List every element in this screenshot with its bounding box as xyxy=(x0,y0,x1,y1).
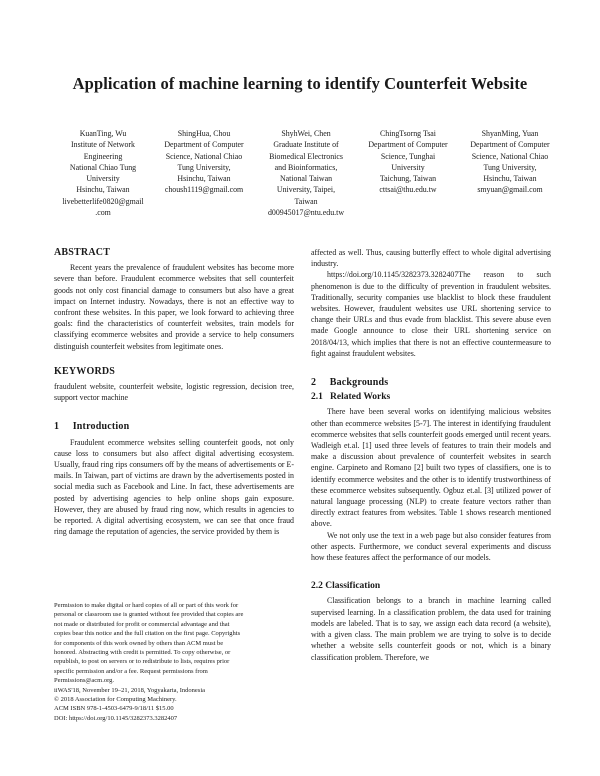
classification-heading: 2.2 Classification xyxy=(311,581,381,592)
footnote-line: copies bear this notice and the full citation on the first page. Copyrights xyxy=(54,630,241,638)
author-affiliation-line: University, Taipei, xyxy=(276,185,336,195)
author-affiliation-line: cttsai@thu.edu.tw xyxy=(379,185,437,195)
abstract-text: Recent years the prevalence of fraudulent websites has become more severe than before. Fraudulent ecommerce websites that sell counterfeit goods not only cost financial damage to consumers but also have a great impact on Internet industry. Nowadays, there is not an effective way to confront these websites. In this paper, we look forward to achieving three goals: find the characteristics of counterfeit websites, train models for classifying ecommerce websites and provide a service to help consumers distinguish counterfeit websites from legitimate ones. xyxy=(54,263,294,351)
keywords-heading: KEYWORDS xyxy=(54,365,116,377)
doi-paragraph: https://doi.org/10.1145/3282373.3282407The reason to such phenomenon is due to the difficulty of prevention in fraudulent websites. Traditionally, security companies use blacklist to block these fraudulent websites. However, fraudulent websites use URL shortening service to change their URLs and thus evade from blacklist. This severe abuse even made Google announce to close their URL shortening service on 2018/04/13, which implies that there is not an effective countermeasure to fight against fraudulent websites. xyxy=(311,270,551,358)
author-affiliation-line: Tung University, xyxy=(483,162,537,172)
related-works-p1: There have been several works on identifying malicious websites other than ecommerce websites [5-7]. The interest in identifying fraudulent ecommerce websites that sells counterfeit goods emerged until recent years. Wadleigh et.al. [1] used three levels of features to train their models and make a discussion about prevalence of counterfeit websites in search engine. Carpineto and Romano [2] built two types of classifiers, one is to identify ecommerce websites and the other is to identify trustworthiness of these ecommerce websites subsequently. Ogbuz et.al. [3] utilized power of natural language processing (NLP) to create feature vectors rather than directly extract features from websites. Table 1 shows research mentioned above. xyxy=(311,407,551,529)
copyright-line: © 2018 Association for Computing Machinery. xyxy=(54,696,177,704)
related-works-p2: We not only use the text in a web page but also consider features from other aspects. Furthermore, we conduct several experiments and discuss how these features affect the performance of our models. xyxy=(311,530,551,563)
backgrounds-heading: 2 Backgrounds xyxy=(311,377,389,389)
author-affiliation-line: Tung University, xyxy=(177,162,231,172)
doi-line: DOI: https://doi.org/10.1145/3282373.3282407 xyxy=(54,714,178,722)
introduction-heading: 1 Introduction xyxy=(54,421,130,433)
author-name: ShyanMing, Yuan xyxy=(481,129,539,138)
footnote-line: for components of this work owned by others than ACM must be xyxy=(54,639,224,647)
author-name: ShyhWei, Chen xyxy=(281,129,331,138)
author-name: ChingTsorng Tsai xyxy=(380,129,436,138)
author-affiliation-line: Science, Tunghai xyxy=(380,151,436,161)
author-affiliation-line: Institute of Network xyxy=(71,140,135,150)
author-affiliation-line: Department of Computer xyxy=(470,140,550,150)
author-4 xyxy=(355,128,461,196)
author-affiliation-line: National Taiwan xyxy=(279,174,333,184)
author-affiliation-line: Department of Computer xyxy=(164,140,244,150)
paper-title: Application of machine learning to identify Counterfeit Website xyxy=(72,74,528,93)
author-affiliation-line: smyuan@gmail.com xyxy=(477,185,543,195)
footnote-line: honored. Abstracting with credit is permitted. To copy otherwise, or xyxy=(54,649,231,657)
right-column xyxy=(311,247,551,663)
left-column xyxy=(54,247,294,537)
abstract-heading: ABSTRACT xyxy=(54,247,111,258)
author-affiliation-line: Graduate Institute of xyxy=(273,140,339,150)
footnote-line: republish, to post on servers or to redistribute to lists, requires prior xyxy=(54,658,230,666)
author-1 xyxy=(50,128,156,218)
author-block xyxy=(50,128,560,228)
author-affiliation-line: Taiwan xyxy=(294,196,318,206)
footnote-line: personal or classroom use is granted without fee provided that copies are xyxy=(54,611,244,619)
related-works-heading: 2.1 Related Works xyxy=(311,392,391,403)
author-affiliation-line: National Chiao Tung xyxy=(69,162,137,172)
author-name: KuanTing, Wu xyxy=(79,129,127,138)
footnote-line: Permissions@acm.org. xyxy=(54,677,115,685)
isbn-line: ACM ISBN 978-1-4503-6479-9/18/11 $15.00 xyxy=(54,705,174,713)
author-affiliation-line: Engineering xyxy=(83,151,123,161)
author-affiliation-line: .com xyxy=(95,208,111,218)
author-affiliation-line: and Bioinformatics, xyxy=(274,162,338,172)
author-affiliation-line: University xyxy=(86,174,120,184)
author-affiliation-line: d00945017@ntu.edu.tw xyxy=(267,208,345,218)
author-2 xyxy=(151,128,257,196)
author-affiliation-line: Science, National Chiao xyxy=(165,151,243,161)
copyright-footnote xyxy=(54,601,294,723)
keywords-text: fraudulent website, counterfeit website, logistic regression, decision tree, support vector machine xyxy=(54,382,294,403)
footnote-line: Permission to make digital or hard copies of all or part of this work for xyxy=(54,602,239,609)
author-affiliation-line: Hsinchu, Taiwan xyxy=(76,185,130,195)
footnote-line: not made or distributed for profit or commercial advantage and that xyxy=(54,620,230,628)
author-affiliation-line: Taichung, Taiwan xyxy=(379,174,437,184)
author-affiliation-line: livebetterlife0820@gmail xyxy=(62,196,144,206)
introduction-text: Fraudulent ecommerce websites selling counterfeit goods, not only cause loss to consumers but also affect digital advertising ecosystem. Usually, fraud ring rips consumers off by the means of advertisements or E-mails. In Taiwan, part of victims are drawn by the advertisements posted in social media such as Facebook and Line. In fact, these advertisements are posted by advertising agencies to help online shops gain exposure. However, they are abused by fraud ring now, which results in agencies to be reported. A digital advertising ecosystem, we can see that once fraud ring damage the reputation of agencies, the service provided by them is xyxy=(54,437,294,537)
author-affiliation-line: University xyxy=(391,162,425,172)
author-affiliation-line: Science, National Chiao xyxy=(471,151,549,161)
author-affiliation-line: Hsinchu, Taiwan xyxy=(177,174,231,184)
author-3 xyxy=(253,128,359,218)
author-5 xyxy=(457,128,563,196)
classification-text: Classification belongs to a branch in machine learning called supervised learning. In a classification problem, the data used for training models are labeled. That is to say, we assign each data record (a website), with a given class. The main problem we are trying to solve is to decide whether a website sells counterfeit goods or not, which is a binary classification problem. Therefore, we xyxy=(311,596,551,662)
author-affiliation-line: Biomedical Electronics xyxy=(269,151,343,161)
author-affiliation-line: choush1119@gmail.com xyxy=(164,185,244,195)
author-affiliation-line: Department of Computer xyxy=(368,140,448,150)
introduction-continued: affected as well. Thus, causing butterfly effect to whole digital advertising industry. xyxy=(311,248,551,269)
conference-line: iiWAS'18, November 19–21, 2018, Yogyakarta, Indonesia xyxy=(54,686,206,694)
author-name: ShingHua, Chou xyxy=(177,129,231,138)
author-affiliation-line: Hsinchu, Taiwan xyxy=(483,174,537,184)
footnote-line: specific permission and/or a fee. Request permissions from xyxy=(54,667,208,675)
